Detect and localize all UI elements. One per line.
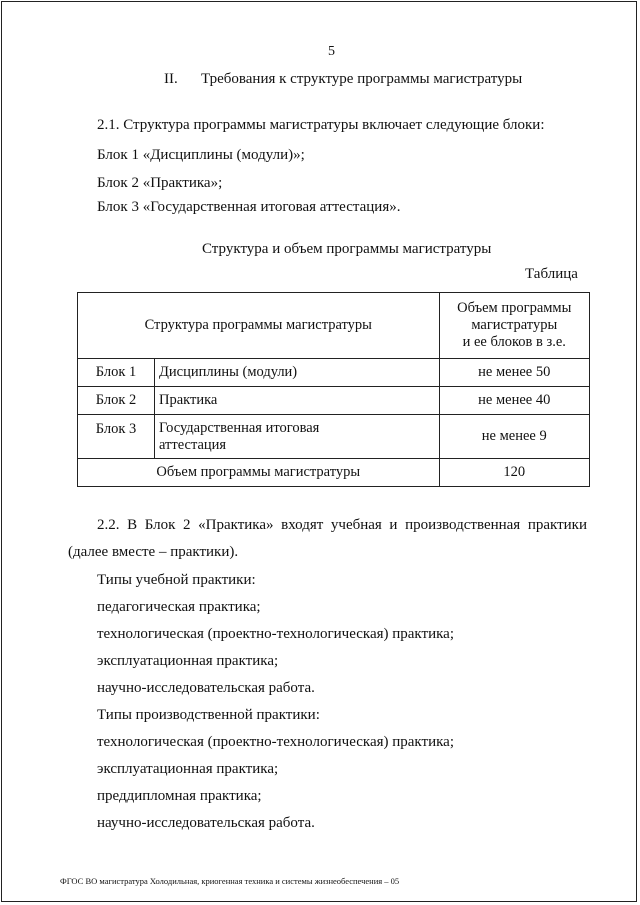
row-name [155, 387, 440, 415]
row-name-line: аттестация [159, 436, 227, 453]
row-name [155, 415, 440, 459]
header-volume-line: Объем программы [457, 300, 572, 316]
edu-practice-heading: Типы учебной практики: [97, 572, 256, 588]
row-block: Блок 3 [78, 415, 155, 459]
prod-practice-item: преддипломная практика; [97, 788, 262, 804]
edu-practice-item: эксплуатационная практика; [97, 653, 279, 669]
row-volume: не менее 50 [439, 359, 589, 387]
row-name [155, 359, 440, 387]
para-2-1-intro: 2.1. Структура программы магистратуры включает следующие блоки: [97, 117, 545, 133]
prod-practice-item: эксплуатационная практика; [97, 761, 279, 777]
section-title: Требования к структуре программы магистратуры [201, 71, 523, 87]
table-label: Таблица [525, 266, 578, 282]
header-volume [439, 293, 589, 359]
section-numeral: II. [164, 71, 178, 87]
table-header-row [78, 293, 590, 359]
prod-practice-item: технологическая (проектно-технологическая) практика; [97, 734, 454, 750]
row-block: Блок 2 [78, 387, 155, 415]
block-3-line: Блок 3 «Государственная итоговая аттестация». [97, 199, 401, 215]
table-caption: Структура и объем программы магистратуры [202, 241, 492, 257]
row-block: Блок 1 [78, 359, 155, 387]
header-structure: Структура программы магистратуры [78, 293, 440, 359]
page-number: 5 [328, 44, 335, 59]
row-volume: не менее 40 [439, 387, 589, 415]
prod-practice-item: научно-исследовательская работа. [97, 815, 315, 831]
table-row [78, 415, 590, 459]
prod-practice-heading: Типы производственной практики: [97, 707, 320, 723]
total-label: Объем программы магистратуры [78, 459, 440, 487]
block-1-line: Блок 1 «Дисциплины (модули)»; [97, 147, 305, 163]
header-volume-line: и ее блоков в з.е. [462, 334, 566, 350]
row-volume: не менее 9 [439, 415, 589, 459]
para-2-2-line-1: 2.2. В Блок 2 «Практика» входят учебная и производственная практики [97, 517, 587, 533]
table-row [78, 387, 590, 415]
block-2-line: Блок 2 «Практика»; [97, 175, 223, 191]
footer-text: ФГОС ВО магистратура Холодильная, криогенная техника и системы жизнеобеспечения – 05 [60, 876, 400, 886]
row-name-line: Государственная итоговая [159, 419, 320, 436]
para-2-2-line-2: (далее вместе – практики). [68, 544, 239, 560]
program-structure-table [77, 292, 590, 487]
total-value: 120 [439, 459, 589, 487]
table-total-row [78, 459, 590, 487]
edu-practice-item: педагогическая практика; [97, 599, 261, 615]
row-name-line: Практика [159, 392, 218, 408]
row-name-line: Дисциплины (модули) [159, 364, 298, 380]
edu-practice-item: научно-исследовательская работа. [97, 680, 315, 696]
table-row [78, 359, 590, 387]
edu-practice-item: технологическая (проектно-технологическая) практика; [97, 626, 454, 642]
header-volume-line: магистратуры [471, 317, 558, 333]
